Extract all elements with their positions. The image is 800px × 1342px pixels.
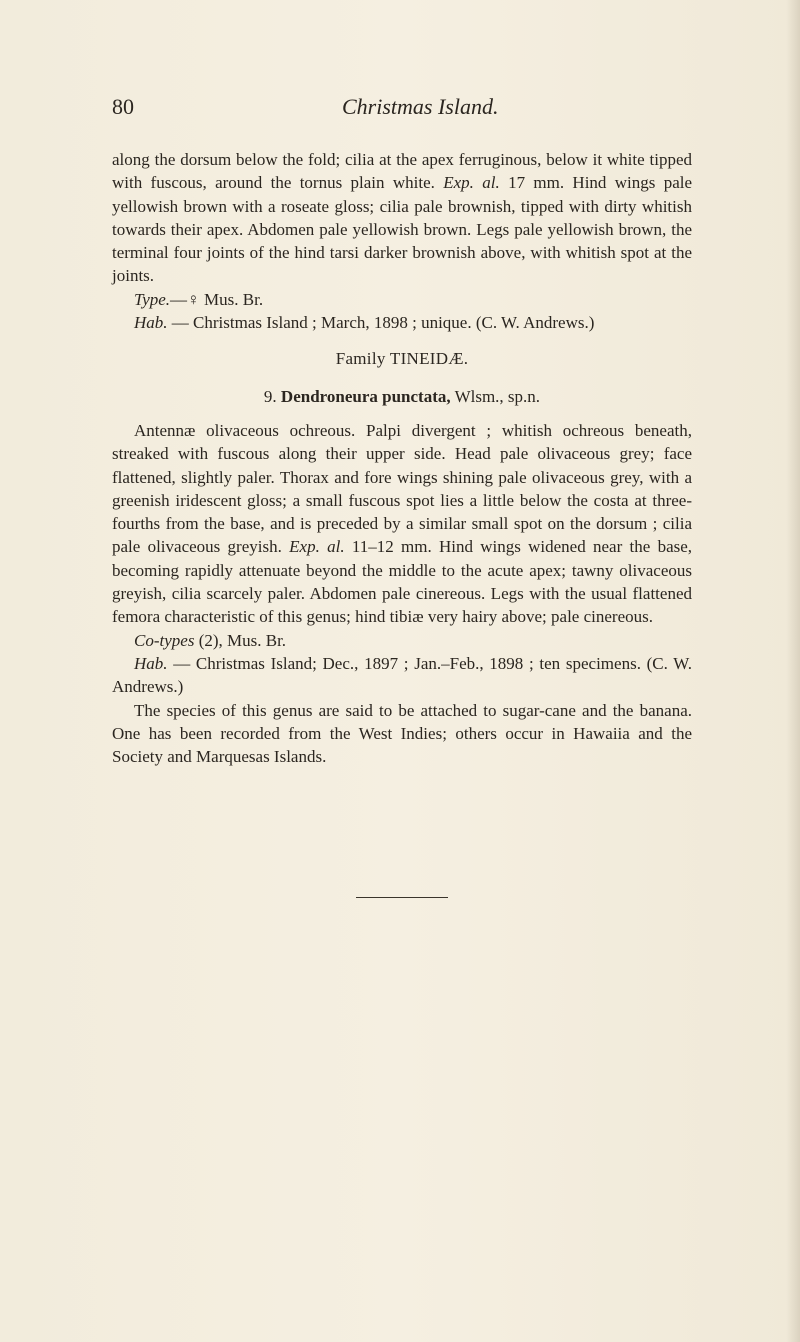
body-text [112, 148, 692, 768]
family-heading: Family TINEIDÆ. [335, 349, 469, 369]
page-header [112, 94, 692, 124]
type-line: Type.—♀ Mus. Br. [134, 289, 264, 309]
species-heading [112, 385, 692, 408]
hab-label: Hab. [134, 313, 168, 333]
closing-rule [356, 897, 448, 898]
running-title: Christmas Island. [342, 94, 499, 119]
genus-note-paragraph: The species of this genus are said to be attached to sugar-cane and the banana. One has been recorded from the West Indies; others occur in Hawaiia and the Society and Marquesas Islands. [112, 700, 692, 767]
hab-label: Hab. [134, 653, 168, 673]
exp-al-label: Exp. al. [443, 173, 500, 193]
page-number: 80 [112, 94, 134, 119]
page-edge-shadow [786, 0, 800, 1342]
exp-al-label: Exp. al. [289, 537, 345, 557]
description-paragraph-1: along the dorsum below the fold; cilia at the apex ferruginous, below it white tipped with fuscous, around the tornus plain white. Exp. al. 17 mm. Hind wings pale yellowish brown with a roseate gloss; cilia pale brownish, tipped with dirty whitish towards their apex. Abdomen pale yellowish brown. Legs pale yellowish brown, the terminal four joints of the hind tarsi darker brownish above, with whitish spot at the joints. [112, 150, 693, 286]
species-name: Dendroneura punctata, [280, 386, 451, 406]
species-number: 9. [263, 386, 277, 406]
type-label: Type. [134, 289, 171, 309]
cotypes-line: Co-types (2), Mus. Br. [134, 630, 287, 650]
habitat-line-2: Hab. — Christmas Island; Dec., 1897 ; Jan.–Feb., 1898 ; ten specimens. (C. W. Andrews.) [112, 653, 693, 697]
description-paragraph-2: Antennæ olivaceous ochreous. Palpi divergent ; whitish ochreous beneath, streaked with fuscous along their upper side. Head pale olivaceous grey; face flattened, slightly paler. Thorax and fore wings shining pale olivaceous grey, with a greenish iridescent gloss; a small fuscous spot lies a little below the costa at three-fourths from the base, and is preceded by a similar small spot on the dorsum ; cilia pale olivaceous greyish. Exp. al. 11–12 mm. Hind wings widened near the base, becoming rapidly attenuate beyond the middle to the acute apex; tawny olivaceous greyish, cilia scarcely paler. Abdomen pale cinereous. Legs with the usual flattened femora characteristic of this genus; hind tibiæ very hairy above; pale cinereous. [112, 420, 693, 627]
species-author: Wlsm., sp.n. [454, 386, 541, 406]
cotypes-label: Co-types [134, 630, 195, 650]
habitat-line-1: Hab. — Christmas Island ; March, 1898 ; unique. (C. W. Andrews.) [134, 313, 595, 333]
